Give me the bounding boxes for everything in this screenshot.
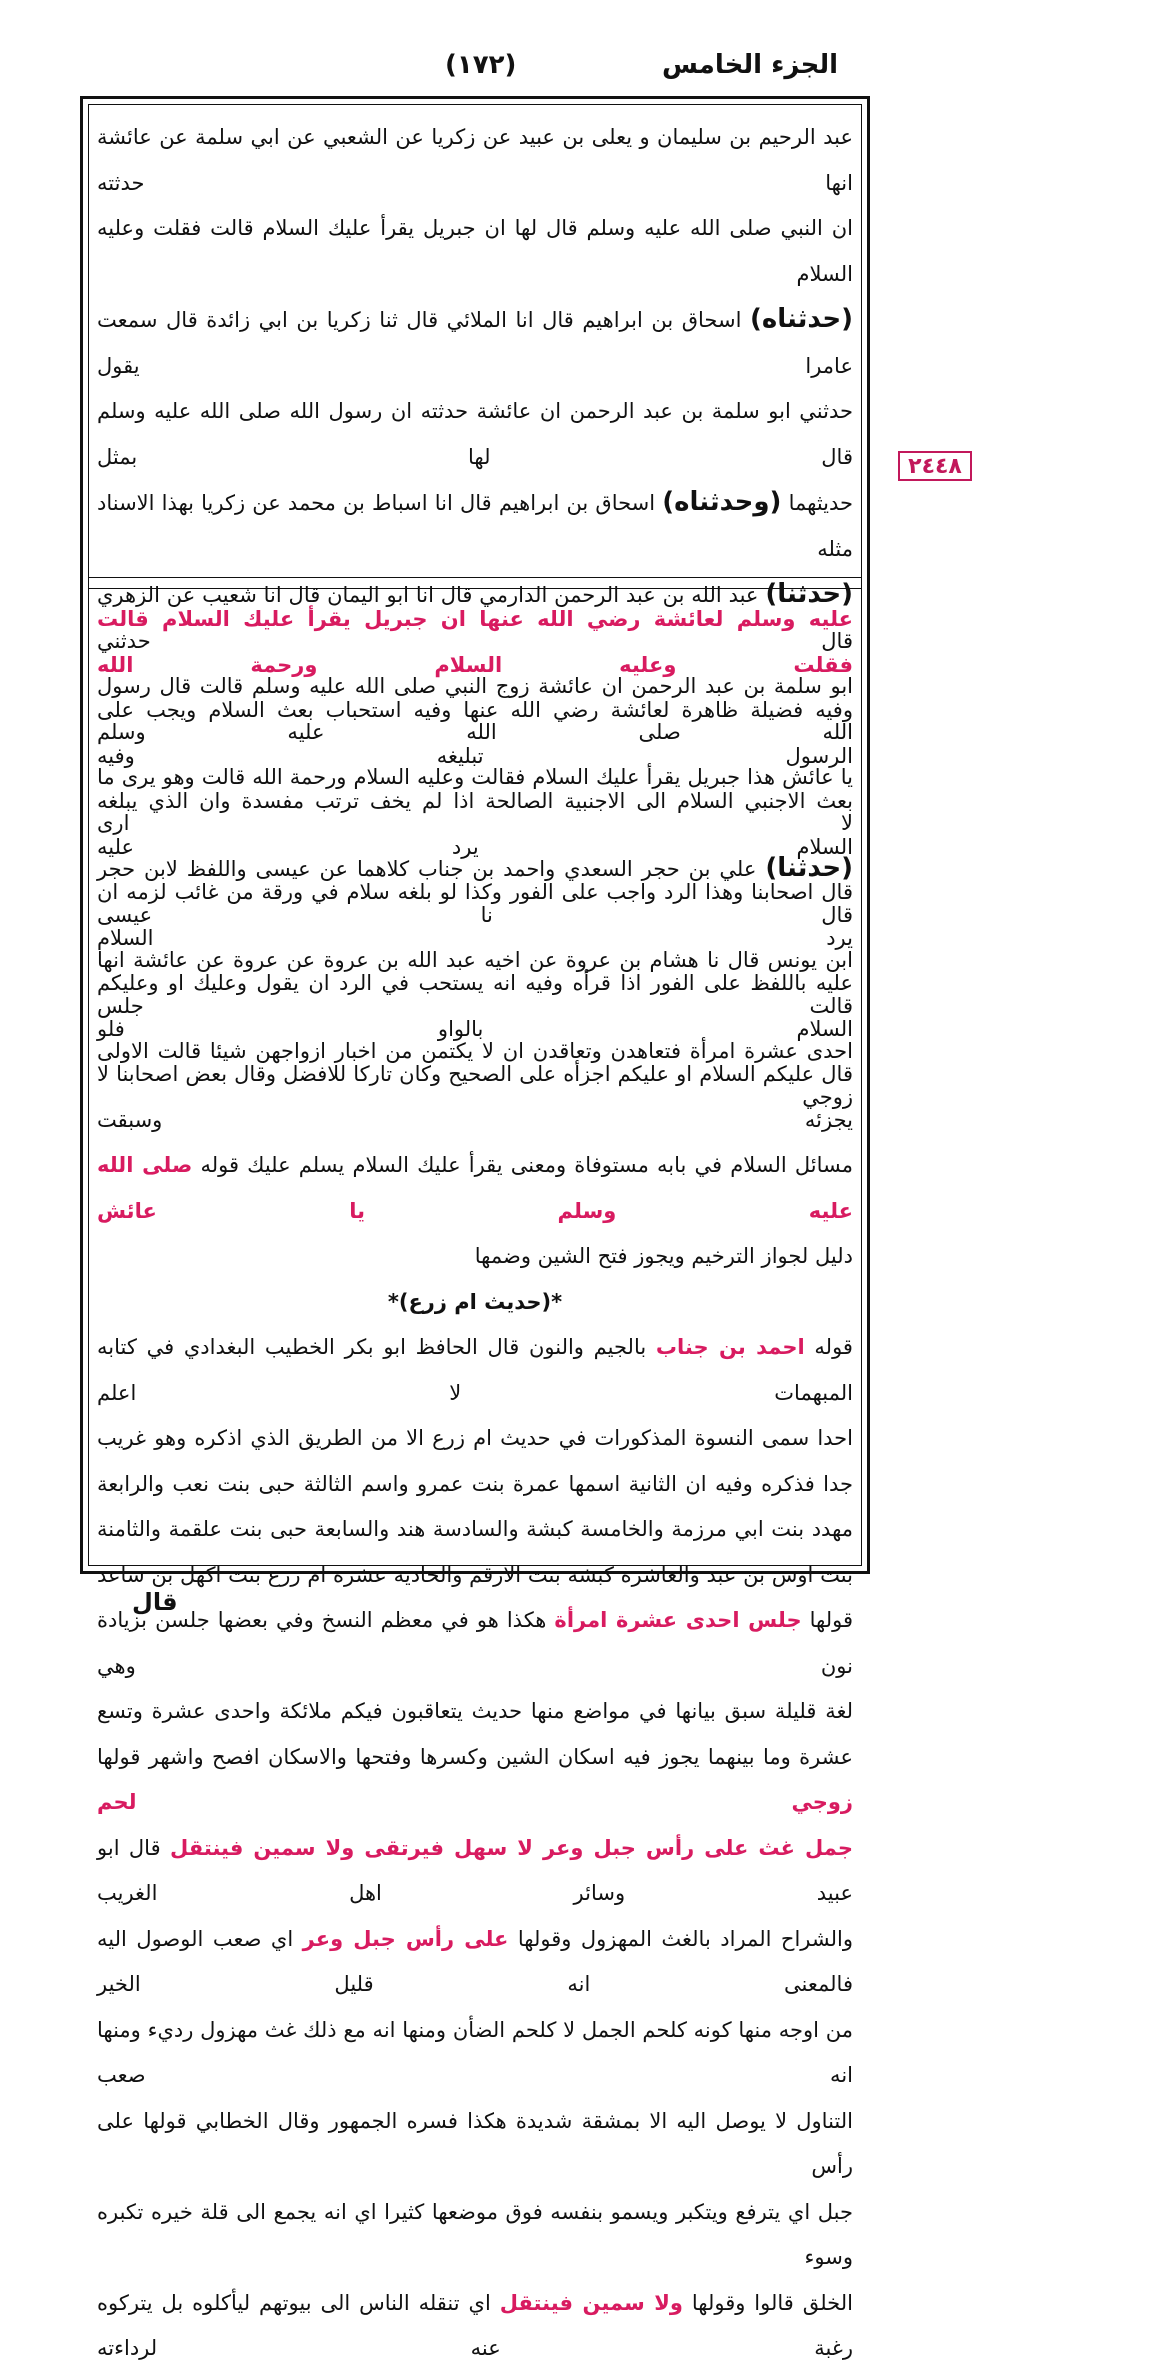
commentary-line: جبل اي يترفع ويتكبر ويسمو بنفسه فوق موضعها كثيرا اي انه يجمع الى قلة خيره تكبره وسوء — [97, 2199, 853, 2269]
highlighted-quote: جلس احدى عشرة امرأة — [554, 1608, 802, 1632]
text-span: اي صعب الوصول اليه فالمعنى انه قليل الخير — [97, 1926, 853, 1996]
text-span: هكذا هو في معظم النسخ وفي بعضها جلسن بزيادة نون وهي — [97, 1608, 853, 1678]
text-span: قوله — [814, 1335, 853, 1359]
text-line: ابو سلمة بن عبد الرحمن ان عائشة زوج النبي صلى الله عليه وسلم قالت قال رسول الله صلى الله عليه وسلم — [97, 674, 853, 744]
page-frame — [80, 96, 870, 2360]
narration-marker: (حدثنا) — [765, 853, 853, 883]
commentary-line: احدا سمى النسوة المذكورات في حديث ام زرع الا من الطريق الذي اذكره وهو غريب — [97, 1426, 853, 1450]
commentary-line — [97, 1826, 853, 1917]
text-span: قولها — [809, 1608, 853, 1632]
text-span: حديثهما — [788, 491, 853, 515]
text-span: علي بن حجر السعدي واحمد بن جناب كلاهما عن عيسى واللفظ لابن حجر قال نا عيسى — [97, 857, 853, 927]
section-title: *(حديث ام زرع)* — [387, 1289, 563, 1314]
text-line: حدثني ابو سلمة بن عبد الرحمن ان عائشة حدثته ان رسول الله صلى الله عليه وسلم قال لها بمثل — [97, 399, 853, 469]
highlighted-quote: زوجي لحم — [97, 1790, 853, 1814]
text-line: عبد الرحيم بن سليمان و يعلى بن عبيد عن زكريا عن الشعبي عن ابي سلمة عن عائشة انها حدثته — [97, 125, 853, 195]
commentary-line — [97, 1735, 853, 1826]
section-divider — [88, 577, 862, 589]
text-line: ابن يونس قال نا هشام بن عروة عن اخيه عبد الله بن عروة عن عروة عن عائشة انها قالت جلس — [97, 948, 853, 1018]
text-span: اي تنقله الناس الى بيوتهم ليأكلوه بل يتركوه رغبة عنه لرداءته — [97, 2290, 853, 2360]
commentary-line: بعث الاجنبي السلام الى الاجنبية الصالحة اذا لم يخف ترتب مفسدة وان الذي يبلغه السلام يرد عليه — [97, 789, 853, 859]
narration-marker: (وحدثناه) — [662, 487, 782, 517]
commentary-line: قال عليكم السلام او عليكم اجزأه على الصحيح وكان تاركا للافضل وقال بعض اصحابنا لا يجزئه وسبقت — [97, 1062, 853, 1132]
commentary-line: التناول لا يوصل اليه الا بمشقة شديدة هكذا فسره الجمهور وقال الخطابي قولها على رأس — [97, 2108, 853, 2178]
text-span: والشراح المراد بالغث المهزول وقولها — [517, 1926, 854, 1951]
commentary-line: من اوجه منها كونه كلحم الجمل لا كلحم الضأن ومنها انه مع ذلك غث مهزول رديء ومنها انه صعب — [97, 2017, 853, 2087]
text-line: ان النبي صلى الله عليه وسلم قال لها ان جبريل يقرأ عليك السلام قالت فقلت وعليه السلام — [97, 216, 853, 286]
highlighted-quote: على رأس جبل وعر — [302, 1926, 509, 1951]
commentary-line: بنت اوس بن عبد والعاشرة كبشة بنت الارقم والحادية عشرة ام زرع بنت اكهل بن ساعد — [97, 1562, 853, 1587]
catchword: قال — [132, 1588, 178, 1616]
commentary-line: مهدد بنت ابي مرزمة والخامسة كبشة والسادسة هند والسابعة حبى بنت علقمة والثامنة — [97, 1517, 853, 1541]
commentary-line: قال اصحابنا وهذا الرد واجب على الفور وكذا لو بلغه سلام في ورقة من غائب لزمه ان يرد السلام — [97, 880, 853, 950]
narration-marker: (حدثنا) — [765, 579, 853, 609]
text-span: عبد الله بن عبد الرحمن الدارمي قال انا ابو اليمان قال انا شعيب عن الزهري قال حدثني — [97, 583, 853, 653]
commentary-section — [97, 597, 854, 2360]
narration-marker: (حدثناه) — [749, 304, 853, 334]
text-span: عشرة وما بينهما يجوز فيه اسكان الشين وكسرها وفتحها والاسكان افصح واشهر قولها — [97, 1744, 853, 1769]
commentary-line — [97, 1143, 853, 1234]
text-line: يا عائش هذا جبريل يقرأ عليك السلام فقالت وعليه السلام ورحمة الله قالت وهو يرى ما لا ارى — [97, 765, 853, 835]
commentary-line: وفيه فضيلة ظاهرة لعائشة رضي الله عنها وفيه استحباب بعث السلام ويجب على الرسول تبليغه وفيه — [97, 698, 853, 768]
page-header-part: الجزء الخامس — [662, 50, 838, 80]
highlighted-quote: صلى الله عليه وسلم يا عائش — [97, 1153, 853, 1223]
text-span: اسحاق بن ابراهيم قال انا اسباط بن محمد عن زكريا بهذا الاسناد مثله — [97, 491, 853, 561]
text-span: اسحاق بن ابراهيم قال انا الملائي قال ثنا زكريا بن ابي زائدة قال سمعت عامرا يقول — [97, 308, 853, 378]
commentary-line — [97, 1917, 853, 2008]
text-span: الخلق قالوا وقولها — [691, 2290, 853, 2315]
text-span: بالجيم والنون قال الحافظ ابو بكر الخطيب البغدادي في كتابه المبهمات لا اعلم — [97, 1335, 853, 1405]
commentary-line: جدا فذكره وفيه ان الثانية اسمها عمرة بنت عمرو واسم الثالثة حبى بنت نعب والرابعة — [97, 1471, 853, 1496]
highlighted-quote: جمل غث على رأس جبل وعر لا سهل فيرتقى ولا سمين فينتقل — [170, 1835, 853, 1860]
commentary-line — [97, 1325, 853, 1416]
highlighted-quote: ولا سمين فينتقل — [499, 2290, 683, 2315]
commentary-line: لغة قليلة سبق بيانها في مواضع منها حديث يتعاقبون فيكم ملائكة واحدى عشرة وتسع — [97, 1699, 853, 1723]
hadith-number-box: ٢٤٤٨ — [898, 451, 972, 481]
commentary-line: دليل لجواز الترخيم ويجوز فتح الشين وضمها — [474, 1244, 853, 1268]
text-line — [97, 297, 853, 389]
text-span: مسائل السلام في بابه مستوفاة ومعنى يقرأ عليك السلام يسلم عليك قوله — [200, 1153, 853, 1177]
text-line — [97, 480, 853, 572]
text-line: احدى عشرة امرأة فتعاهدن وتعاقدن ان لا يكتمن من اخبار ازواجهن شيئا قالت الاولى زوجي — [97, 1039, 853, 1109]
highlighted-quote: احمد بن جناب — [655, 1335, 805, 1359]
commentary-line — [97, 2281, 853, 2372]
commentary-line — [97, 1598, 853, 1689]
text-span: قال ابو عبيد وسائر اهل الغريب — [97, 1835, 853, 1905]
commentary-line: عليه وسلم لعائشة رضي الله عنها ان جبريل يقرأ عليك السلام قالت فقلت وعليه السلام ورحمة الله — [97, 607, 853, 677]
page-number: (١٧٢) — [445, 50, 517, 80]
commentary-line: عليه باللفظ على الفور اذا قرأه وفيه انه يستحب في الرد ان يقول وعليك او وعليكم السلام بالواو فلو — [97, 971, 853, 1041]
